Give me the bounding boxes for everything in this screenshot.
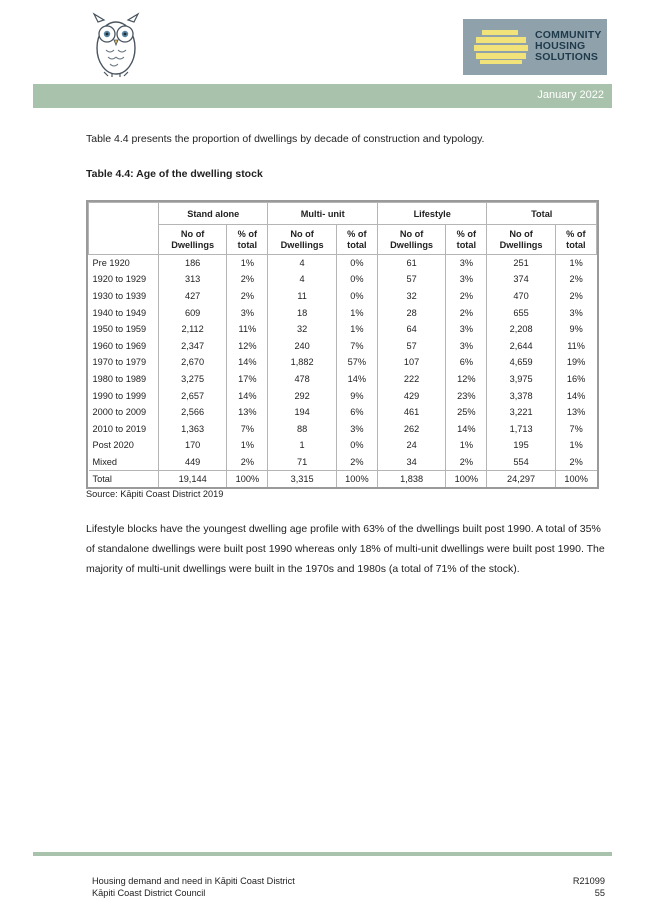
table-cell: 7% <box>336 337 377 354</box>
table-cell: 1,363 <box>159 420 227 437</box>
row-label: 1930 to 1939 <box>92 290 147 301</box>
group-header-total: Total <box>487 203 597 225</box>
row-label: 1970 to 1979 <box>92 357 147 368</box>
table-cell: 7% <box>555 420 596 437</box>
table-cell: 14% <box>446 420 487 437</box>
table-cell: 292 <box>268 387 336 404</box>
table-cell: 1,882 <box>268 354 336 371</box>
table-cell: 0% <box>336 255 377 272</box>
table-cell: 19,144 <box>159 470 227 487</box>
house-bars-icon <box>472 29 530 65</box>
table-cell: 4 <box>268 255 336 272</box>
brand-line-3: SOLUTIONS <box>535 51 599 63</box>
table-cell: 1% <box>555 437 596 454</box>
table-cell: 3% <box>446 271 487 288</box>
table-cell: 6% <box>446 354 487 371</box>
table-cell: 12% <box>227 337 268 354</box>
subheader: No of Dwellings <box>377 225 445 255</box>
table-cell: 34 <box>377 454 445 471</box>
table-cell: 2,670 <box>159 354 227 371</box>
table-row <box>89 371 597 388</box>
footer-council: Kāpiti Coast District Council <box>92 888 206 898</box>
table-cell: 470 <box>487 288 555 305</box>
table-cell: 13% <box>227 404 268 421</box>
table-cell: 14% <box>227 354 268 371</box>
group-header-multi-unit: Multi- unit <box>268 203 377 225</box>
report-date: January 2022 <box>537 89 604 101</box>
table-cell: 3,378 <box>487 387 555 404</box>
table-cell: 3,315 <box>268 470 336 487</box>
table-cell: 170 <box>159 437 227 454</box>
table-cell: 313 <box>159 271 227 288</box>
table-cell: 25% <box>446 404 487 421</box>
table-cell: 1% <box>227 255 268 272</box>
table-cell: 427 <box>159 288 227 305</box>
row-label: Pre 1920 <box>92 258 130 269</box>
subheader: No of Dwellings <box>159 225 227 255</box>
subheader: No of Dwellings <box>268 225 336 255</box>
table-cell: 2% <box>555 288 596 305</box>
community-housing-solutions-logo <box>463 19 607 75</box>
table-row <box>89 271 597 288</box>
table-cell: 4 <box>268 271 336 288</box>
owl-logo-icon <box>90 12 142 78</box>
table-cell: 222 <box>377 371 445 388</box>
group-header-stand-alone: Stand alone <box>159 203 268 225</box>
table-row <box>89 454 597 471</box>
table-cell: 6% <box>336 404 377 421</box>
table-cell: 2% <box>555 271 596 288</box>
table-cell: 0% <box>336 437 377 454</box>
footer-report-title: Housing demand and need in Kāpiti Coast District <box>92 876 295 886</box>
subheader: % of total <box>446 225 487 255</box>
table-cell: 429 <box>377 387 445 404</box>
table-row <box>89 337 597 354</box>
table-cell: 13% <box>555 404 596 421</box>
table-cell: 61 <box>377 255 445 272</box>
brand-line-1: COMMUNITY <box>535 29 602 41</box>
table-cell: 2% <box>336 454 377 471</box>
row-label: Mixed <box>92 456 118 467</box>
table-cell: 461 <box>377 404 445 421</box>
row-label: 1990 to 1999 <box>92 390 147 401</box>
row-label: 1920 to 1929 <box>92 274 147 285</box>
table-cell: 12% <box>446 371 487 388</box>
table-cell: 16% <box>555 371 596 388</box>
table-cell: 32 <box>268 321 336 338</box>
table-row <box>89 470 597 487</box>
table-cell: 655 <box>487 304 555 321</box>
table-cell: 2,347 <box>159 337 227 354</box>
footer-report-number: R21099 <box>572 876 605 886</box>
subheader: % of total <box>336 225 377 255</box>
table-cell: 32 <box>377 288 445 305</box>
table-cell: 2,644 <box>487 337 555 354</box>
intro-text: Table 4.4 presents the proportion of dwellings by decade of construction and typology. <box>86 133 485 145</box>
table-cell: 554 <box>487 454 555 471</box>
table-cell: 11 <box>268 288 336 305</box>
header-band <box>33 84 612 108</box>
table-cell: 100% <box>555 470 596 487</box>
brand-line-2: HOUSING <box>535 40 586 52</box>
table-cell: 3% <box>446 255 487 272</box>
table-cell: 2,657 <box>159 387 227 404</box>
table-cell: 3% <box>446 337 487 354</box>
footer-page-number: 55 <box>594 888 605 898</box>
table-cell: 100% <box>446 470 487 487</box>
table-cell: 9% <box>555 321 596 338</box>
table-cell: 23% <box>446 387 487 404</box>
table-cell: 11% <box>227 321 268 338</box>
table-cell: 11% <box>555 337 596 354</box>
table-cell: 1,838 <box>377 470 445 487</box>
table-cell: 2% <box>555 454 596 471</box>
table-cell: 1% <box>555 255 596 272</box>
table-cell: 2% <box>446 288 487 305</box>
table-cell: 2% <box>227 454 268 471</box>
table-body <box>89 255 597 487</box>
table-cell: 71 <box>268 454 336 471</box>
table-cell: 2,112 <box>159 321 227 338</box>
table-title: Table 4.4: Age of the dwelling stock <box>86 168 263 180</box>
table-cell: 1% <box>336 321 377 338</box>
body-paragraph: Lifestyle blocks have the youngest dwelling age profile with 63% of the dwellings built post 1990. A total of 35% of standalone dwellings were built post 1990 whereas only 18% of multi-unit dwellings were built post 1990. The majority of multi-unit dwellings were built in the 1970s and 1980s (a total of 71% of the stock). <box>86 523 605 575</box>
row-label: 1960 to 1969 <box>92 340 147 351</box>
table-cell: 1 <box>268 437 336 454</box>
group-header-lifestyle: Lifestyle <box>377 203 486 225</box>
table-cell: 1% <box>227 437 268 454</box>
table-cell: 2% <box>227 271 268 288</box>
table-cell: 14% <box>227 387 268 404</box>
table-cell: 24,297 <box>487 470 555 487</box>
subheader: No of Dwellings <box>487 225 555 255</box>
table-cell: 2,566 <box>159 404 227 421</box>
table-cell: 3% <box>227 304 268 321</box>
table-cell: 3% <box>336 420 377 437</box>
table-cell: 2% <box>446 304 487 321</box>
row-label: Total <box>89 470 159 487</box>
table-cell: 2,208 <box>487 321 555 338</box>
table-row <box>89 404 597 421</box>
table-cell: 64 <box>377 321 445 338</box>
table-cell: 14% <box>555 387 596 404</box>
table-row <box>89 437 597 454</box>
table-cell: 2% <box>227 288 268 305</box>
table-cell: 1% <box>336 304 377 321</box>
table-cell: 57 <box>377 337 445 354</box>
table-cell: 3% <box>555 304 596 321</box>
table-row <box>89 288 597 305</box>
table-cell: 240 <box>268 337 336 354</box>
table-cell: 449 <box>159 454 227 471</box>
table-cell: 19% <box>555 354 596 371</box>
table-cell: 107 <box>377 354 445 371</box>
row-label: 2010 to 2019 <box>92 423 147 434</box>
table-row <box>89 304 597 321</box>
footer-divider <box>33 852 612 856</box>
table-cell: 1% <box>446 437 487 454</box>
table-row <box>89 420 597 437</box>
table-cell: 7% <box>227 420 268 437</box>
row-label: 1980 to 1989 <box>92 373 147 384</box>
table-cell: 2% <box>446 454 487 471</box>
row-label: Post 2020 <box>92 440 134 451</box>
table-cell: 374 <box>487 271 555 288</box>
table-cell: 17% <box>227 371 268 388</box>
table-cell: 262 <box>377 420 445 437</box>
table-cell: 4,659 <box>487 354 555 371</box>
table-cell: 24 <box>377 437 445 454</box>
table-cell: 3,221 <box>487 404 555 421</box>
table-cell: 1,713 <box>487 420 555 437</box>
table-cell: 195 <box>487 437 555 454</box>
table-cell: 57 <box>377 271 445 288</box>
table-cell: 14% <box>336 371 377 388</box>
row-header-blank <box>89 203 159 255</box>
table-cell: 88 <box>268 420 336 437</box>
table-cell: 3,975 <box>487 371 555 388</box>
dwelling-age-table <box>86 200 599 489</box>
table-cell: 0% <box>336 271 377 288</box>
table-cell: 251 <box>487 255 555 272</box>
table-cell: 9% <box>336 387 377 404</box>
table-cell: 186 <box>159 255 227 272</box>
table-cell: 100% <box>227 470 268 487</box>
row-label: 2000 to 2009 <box>92 407 147 418</box>
table-source: Source: Kāpiti Coast District 2019 <box>86 489 224 499</box>
table-cell: 28 <box>377 304 445 321</box>
table-row <box>89 387 597 404</box>
row-label: 1940 to 1949 <box>92 307 147 318</box>
subheader: % of total <box>555 225 596 255</box>
table-cell: 100% <box>336 470 377 487</box>
table-cell: 3% <box>446 321 487 338</box>
table-cell: 194 <box>268 404 336 421</box>
table-row <box>89 321 597 338</box>
table-cell: 609 <box>159 304 227 321</box>
table-cell: 478 <box>268 371 336 388</box>
table-cell: 57% <box>336 354 377 371</box>
table-row <box>89 255 597 272</box>
subheader: % of total <box>227 225 268 255</box>
table-cell: 18 <box>268 304 336 321</box>
table-cell: 0% <box>336 288 377 305</box>
table-row <box>89 354 597 371</box>
table-cell: 3,275 <box>159 371 227 388</box>
row-label: 1950 to 1959 <box>92 324 147 335</box>
